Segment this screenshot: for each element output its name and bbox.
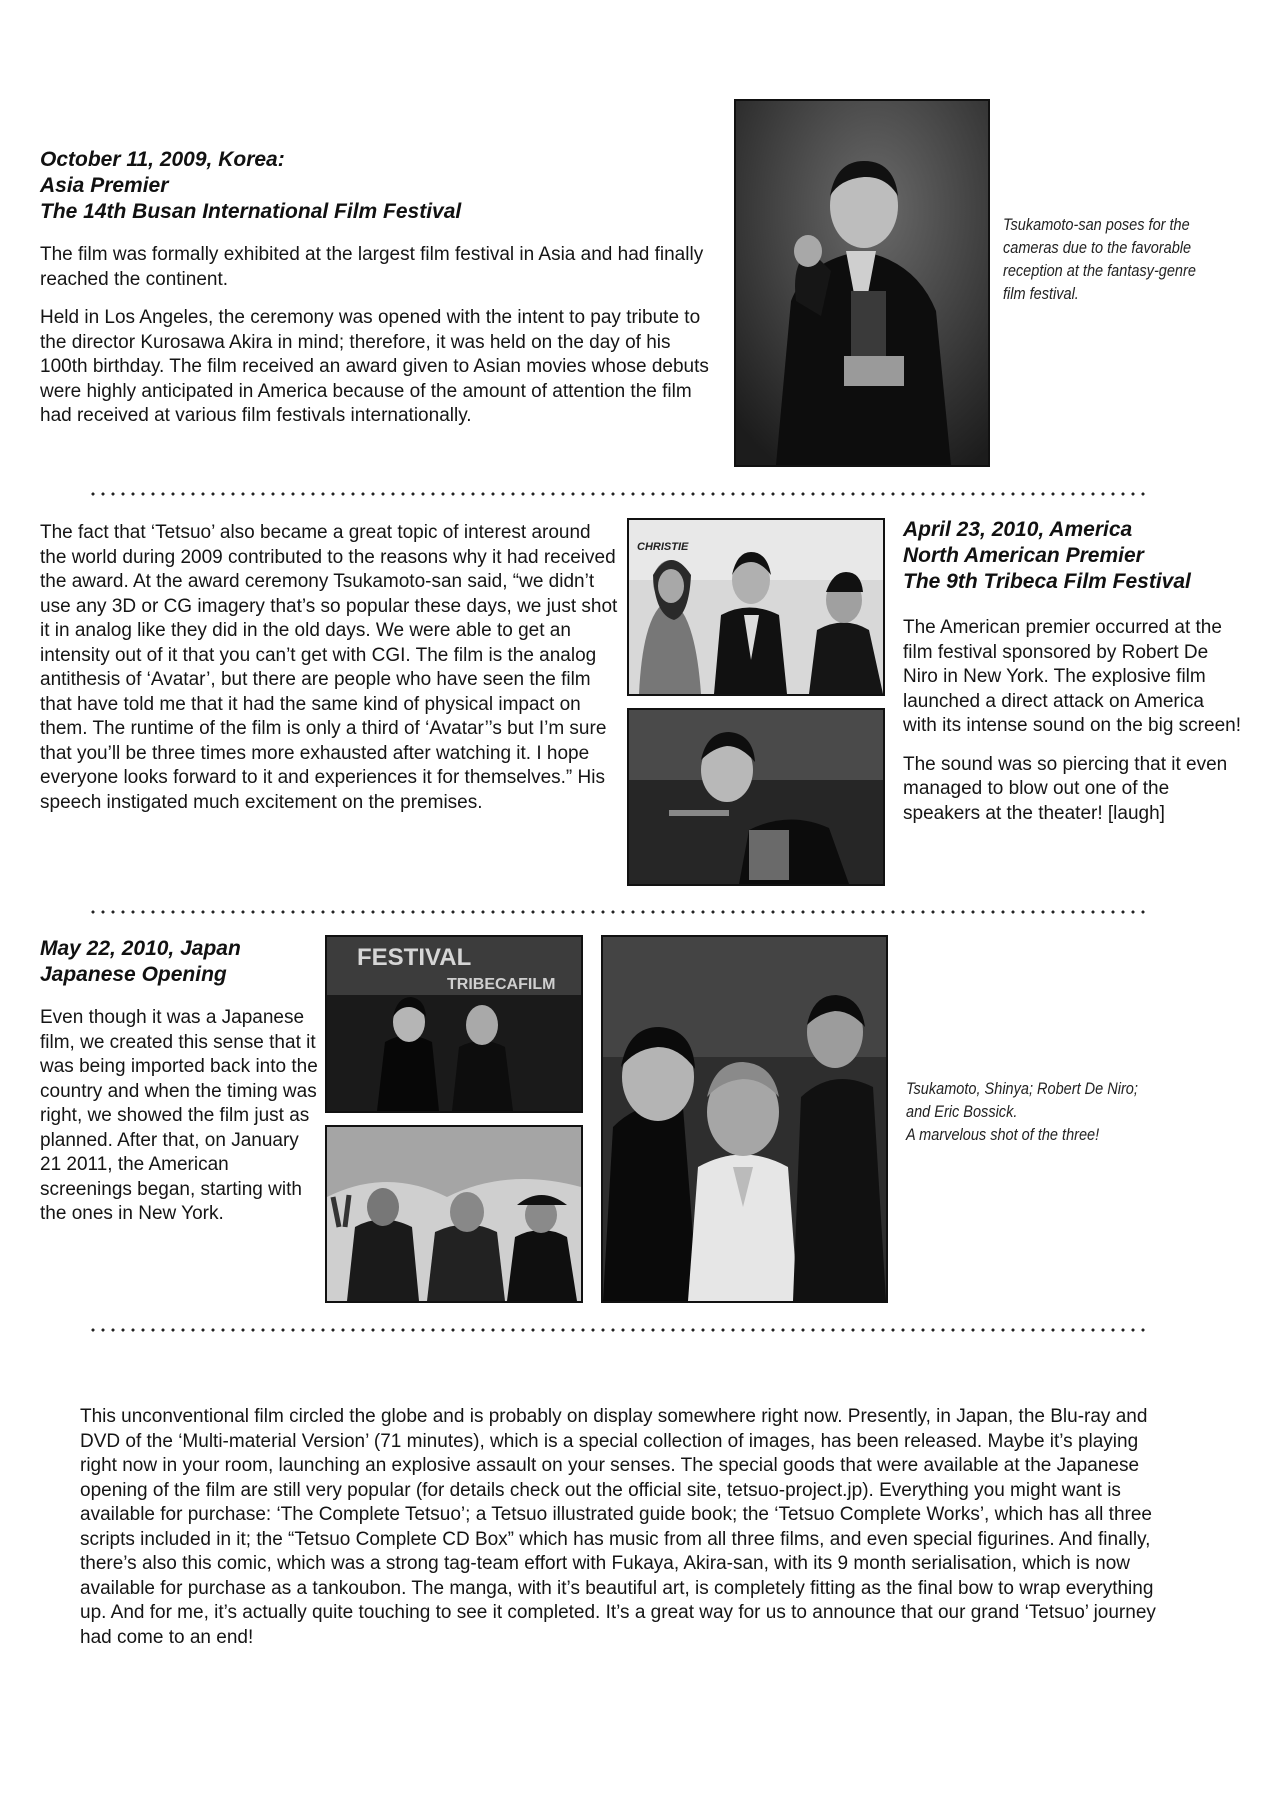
tribeca-photo-speech-image: [629, 710, 883, 884]
closing-body: [80, 1405, 1175, 1664]
divider-1: [88, 492, 1151, 496]
busan-paragraph-1: The film was formally exhibited at the largest film festival in Asia and had finally reached the continent.: [40, 244, 704, 290]
tribeca-photo-group: [627, 518, 885, 696]
busan-caption-line-2: cameras due to the favorable: [1003, 239, 1192, 257]
busan-photo-image: [736, 101, 988, 465]
tribeca-right-body: [903, 616, 1241, 840]
busan-heading-date: October 11, 2009, Korea:: [40, 148, 285, 171]
busan-paragraph-2: Held in Los Angeles, the ceremony was opened with the intent to pay tribute to the director Kurosawa Akira in mind; therefore, it was held on the day of his 100th birthday. The film received an award given to Asian movies whose debuts were highly anticipated in America because of the amount of attention the film had received at various film festivals internationally.: [40, 307, 709, 426]
japan-caption-line-1: Tsukamoto, Shinya; Robert De Niro;: [906, 1080, 1138, 1098]
tribeca-heading: [903, 517, 1243, 595]
tribeca-heading-date: April 23, 2010, America: [903, 518, 1133, 541]
japan-heading-subtitle: Japanese Opening: [40, 963, 227, 986]
closing-paragraph: This unconventional film circled the globe and is probably on display somewhere right now. Presently, in Japan, the Blu-ray and DVD of the ‘Multi-material Version’ (71 minutes), which is a special collection of images, has been released. Maybe it’s playing right now in your room, launching an explosive assault on your senses. The special goods that were available at the Japanese opening of the film are still very popular (for details check out the official site, tetsuo-project.jp). Everything you might want is available for purchase: ‘The Complete Tetsuo’; a Tetsuo illustrated guide book; the ‘Tetsuo Complete Works’, which has all three scripts included in it; the “Tetsuo Complete CD Box” which has music from all three films, and even special figurines. And finally, there’s also this comic, which was a strong tag-team effort with Fukaya, Akira-san, with its 9 month serialisation, which is now available for purchase as a tankoubon. The manga, with it’s beautiful art, is completely fitting as the final bow to wrap everything up. And for me, it’s actually quite touching to see it completed. It’s a great way for us to announce that our grand ‘Tetsuo’ journey had come to an end!: [80, 1406, 1156, 1648]
divider-3: [88, 1328, 1151, 1332]
busan-caption: [1003, 214, 1196, 306]
tribeca-paragraph-1: The American premier occurred at the film festival sponsored by Robert De Niro in New York. The explosive film launched a direct attack on America with its intense sound on the big screen!: [903, 617, 1241, 736]
tribeca-photo-group-image: [629, 520, 883, 694]
japan-photo-peace: [325, 1125, 583, 1303]
japan-photo-trio-image: [603, 937, 886, 1301]
japan-caption-line-2: and Eric Bossick.: [906, 1103, 1018, 1121]
busan-caption-line-1: Tsukamoto-san poses for the: [1003, 216, 1190, 234]
japan-photo-peace-image: [327, 1127, 581, 1301]
japan-paragraph: Even though it was a Japanese film, we created this sense that it was being imported back into the country and when the timing was right, we showed the film just as planned. After that, on January 21 2011, the American screenings began, starting with the ones in New York.: [40, 1007, 318, 1224]
tribeca-heading-festival: The 9th Tribeca Film Festival: [903, 570, 1191, 593]
tribeca-paragraph-2: The sound was so piercing that it even managed to blow out one of the speakers at the theater! [laugh]: [903, 753, 1228, 824]
japan-heading: [40, 936, 320, 988]
japan-photo-festival-image: [327, 937, 581, 1111]
tribeca-sign-text: TRIBECAFILM: [447, 976, 556, 993]
tribeca-heading-subtitle: North American Premier: [903, 544, 1144, 567]
divider-2: [88, 910, 1151, 914]
christie-sign-text: CHRISTIE: [637, 541, 689, 553]
japan-caption: [906, 1078, 1138, 1147]
busan-heading: [40, 147, 700, 225]
japan-heading-date: May 22, 2010, Japan: [40, 937, 241, 960]
festival-sign-text: FESTIVAL: [357, 944, 472, 971]
tribeca-left-body: [40, 521, 620, 829]
japan-photo-trio: [601, 935, 888, 1303]
japan-caption-line-3: A marvelous shot of the three!: [906, 1126, 1100, 1144]
japan-photo-festival: [325, 935, 583, 1113]
tribeca-left-paragraph: The fact that ‘Tetsuo’ also became a great topic of interest around the world during 2009 contributed to the reasons why it had received the award. At the award ceremony Tsukamoto-san said, “we didn’t use any 3D or CG imagery that’s so popular these days, we just shot it in analog like they did in the old days. We were able to get an intensity out of it that you can’t get with CGI. The film is the analog antithesis of ‘Avatar’, but there are people who have seen the film that have told me that it had the same kind of physical impact on them. The runtime of the film is only a third of ‘Avatar’’s but I’m sure that you’ll be three times more exhausted after watching it. I hope everyone looks forward to it and experiences it for themselves.” His speech instigated much excitement on the premises.: [40, 522, 618, 813]
busan-heading-subtitle: Asia Premier: [40, 174, 169, 197]
tribeca-photo-speech: [627, 708, 885, 886]
busan-body: [40, 243, 720, 443]
busan-photo: [734, 99, 990, 467]
busan-heading-festival: The 14th Busan International Film Festival: [40, 200, 462, 223]
japan-body: [40, 1006, 320, 1241]
busan-caption-line-3: reception at the fantasy-genre: [1003, 262, 1196, 280]
busan-caption-line-4: film festival.: [1003, 285, 1079, 303]
